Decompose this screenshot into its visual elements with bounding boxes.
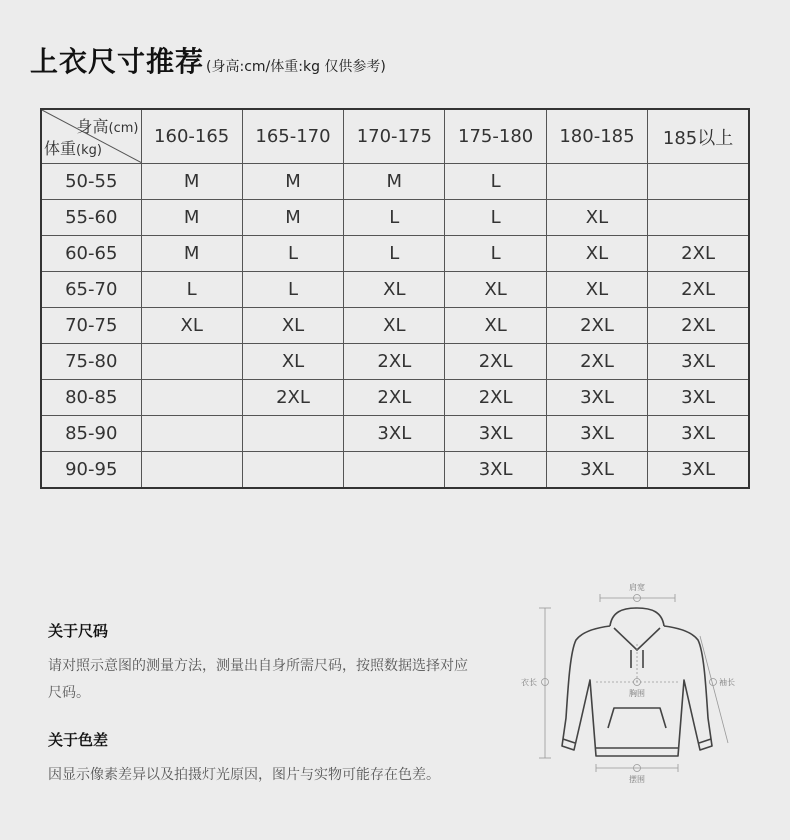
size-cell: L bbox=[445, 236, 546, 272]
table-row bbox=[41, 452, 749, 488]
table-corner-cell bbox=[41, 109, 141, 164]
size-cell: 3XL bbox=[445, 452, 546, 488]
weight-range-cell: 50-55 bbox=[41, 164, 141, 200]
column-header: 185以上 bbox=[648, 109, 749, 164]
weight-range-cell: 80-85 bbox=[41, 380, 141, 416]
size-cell: 2XL bbox=[242, 380, 343, 416]
size-cell: 2XL bbox=[445, 380, 546, 416]
weight-range-cell: 75-80 bbox=[41, 344, 141, 380]
title-main: 上衣尺寸推荐 bbox=[30, 45, 205, 78]
size-cell: XL bbox=[546, 236, 647, 272]
size-cell bbox=[141, 416, 242, 452]
weight-range-cell: 60-65 bbox=[41, 236, 141, 272]
column-header: 165-170 bbox=[242, 109, 343, 164]
size-cell: XL bbox=[242, 344, 343, 380]
page-title bbox=[30, 40, 386, 80]
size-cell: M bbox=[141, 164, 242, 200]
size-cell: 3XL bbox=[445, 416, 546, 452]
size-cell bbox=[242, 416, 343, 452]
size-cell: XL bbox=[344, 272, 445, 308]
table-row bbox=[41, 236, 749, 272]
size-note-title: 关于尺码 bbox=[48, 622, 109, 640]
table-row bbox=[41, 272, 749, 308]
size-cell: L bbox=[445, 200, 546, 236]
length-label: 衣长 bbox=[521, 678, 537, 687]
size-chart-table bbox=[40, 108, 750, 489]
size-cell bbox=[344, 452, 445, 488]
size-cell: L bbox=[242, 236, 343, 272]
table-row bbox=[41, 416, 749, 452]
weight-range-cell: 65-70 bbox=[41, 272, 141, 308]
size-cell: L bbox=[445, 164, 546, 200]
size-cell: 3XL bbox=[648, 416, 749, 452]
size-cell bbox=[546, 164, 647, 200]
size-cell: 2XL bbox=[344, 380, 445, 416]
size-cell: 2XL bbox=[648, 236, 749, 272]
size-cell: XL bbox=[445, 272, 546, 308]
size-cell: 3XL bbox=[546, 416, 647, 452]
size-cell: 3XL bbox=[648, 344, 749, 380]
size-cell: 2XL bbox=[445, 344, 546, 380]
size-cell: XL bbox=[141, 308, 242, 344]
size-cell: 3XL bbox=[546, 452, 647, 488]
size-cell: M bbox=[141, 200, 242, 236]
size-cell: XL bbox=[242, 308, 343, 344]
size-cell bbox=[648, 164, 749, 200]
sleeve-label: 袖长 bbox=[719, 678, 735, 687]
size-cell: M bbox=[242, 164, 343, 200]
size-cell: 2XL bbox=[546, 308, 647, 344]
table-row bbox=[41, 200, 749, 236]
size-cell: L bbox=[344, 200, 445, 236]
size-cell: 3XL bbox=[546, 380, 647, 416]
hoodie-measurement-diagram bbox=[510, 578, 760, 788]
size-cell: M bbox=[344, 164, 445, 200]
table-row bbox=[41, 380, 749, 416]
weight-range-cell: 70-75 bbox=[41, 308, 141, 344]
size-cell: 2XL bbox=[648, 308, 749, 344]
weight-range-cell: 55-60 bbox=[41, 200, 141, 236]
size-cell bbox=[141, 452, 242, 488]
size-cell: 2XL bbox=[546, 344, 647, 380]
sleeve-dimension-line bbox=[700, 636, 728, 743]
column-header: 175-180 bbox=[445, 109, 546, 164]
color-note-text: 因显示像素差异以及拍摄灯光原因，图片与实物可能存在色差。 bbox=[48, 767, 440, 783]
size-cell: L bbox=[141, 272, 242, 308]
size-cell bbox=[141, 344, 242, 380]
size-cell bbox=[242, 452, 343, 488]
size-cell: XL bbox=[445, 308, 546, 344]
column-header: 180-185 bbox=[546, 109, 647, 164]
size-cell: XL bbox=[546, 200, 647, 236]
chest-label: 胸围 bbox=[629, 689, 645, 698]
size-cell: L bbox=[344, 236, 445, 272]
table-row bbox=[41, 344, 749, 380]
size-cell: M bbox=[141, 236, 242, 272]
height-axis-label: 身高(cm) bbox=[76, 117, 139, 136]
weight-axis-label: 体重(kg) bbox=[44, 139, 102, 158]
weight-range-cell: 85-90 bbox=[41, 416, 141, 452]
table-row bbox=[41, 308, 749, 344]
size-cell bbox=[648, 200, 749, 236]
size-cell: 2XL bbox=[344, 344, 445, 380]
size-cell: 3XL bbox=[344, 416, 445, 452]
weight-range-cell: 90-95 bbox=[41, 452, 141, 488]
shoulder-label: 肩宽 bbox=[629, 583, 645, 592]
size-cell: 2XL bbox=[648, 272, 749, 308]
table-row bbox=[41, 164, 749, 200]
hem-label: 摆围 bbox=[629, 775, 645, 784]
table-header-row bbox=[41, 109, 749, 164]
size-cell: M bbox=[242, 200, 343, 236]
column-header: 170-175 bbox=[344, 109, 445, 164]
size-cell: L bbox=[242, 272, 343, 308]
title-subtitle: (身高:cm/体重:kg 仅供参考) bbox=[206, 59, 386, 75]
size-cell: XL bbox=[546, 272, 647, 308]
size-cell: 3XL bbox=[648, 380, 749, 416]
size-cell bbox=[141, 380, 242, 416]
size-cell: 3XL bbox=[648, 452, 749, 488]
column-header: 160-165 bbox=[141, 109, 242, 164]
size-cell: XL bbox=[344, 308, 445, 344]
color-note-title: 关于色差 bbox=[48, 731, 109, 749]
notes-section bbox=[48, 620, 468, 811]
size-note-text: 请对照示意图的测量方法，测量出自身所需尺码，按照数据选择对应尺码。 bbox=[48, 658, 468, 701]
